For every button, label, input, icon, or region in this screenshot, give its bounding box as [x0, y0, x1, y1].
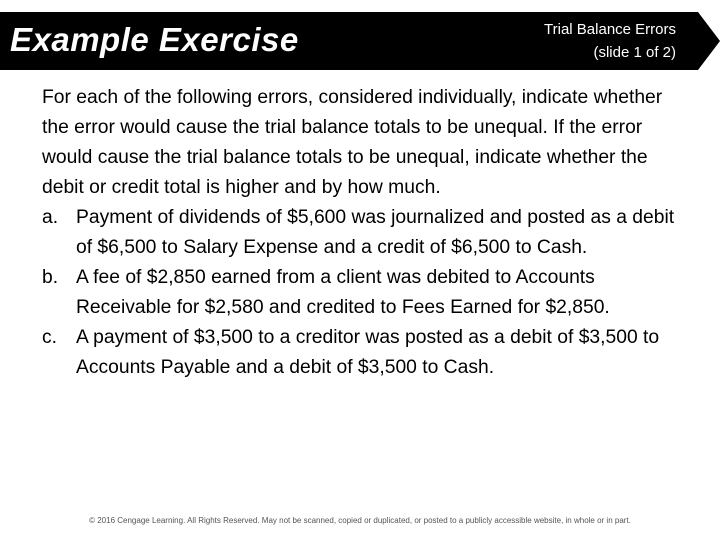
error-list [42, 203, 692, 383]
error-item-c [42, 323, 692, 383]
subtitle-topic: Trial Balance Errors [544, 21, 676, 38]
exercise-instructions: For each of the following errors, considered individually, indicate whether the error would cause the trial balance totals to be unequal. If the error would cause the trial balance totals to be unequal, indicate whether the debit or credit total is higher and by how much. [42, 87, 663, 198]
error-item-marker: a. [42, 207, 59, 228]
error-item-marker: b. [42, 267, 59, 288]
error-item-a [42, 203, 692, 263]
copyright-footer: © 2016 Cengage Learning. All Rights Reserved. May not be scanned, copied or duplicated, or posted to a publicly accessible website, in whole or in part. [89, 516, 631, 525]
error-item-text: Payment of dividends of $5,600 was journalized and posted as a debit of $6,500 to Salary Expense and a credit of $6,500 to Cash. [76, 207, 675, 258]
error-item-text: A payment of $3,500 to a creditor was posted as a debit of $3,500 to Accounts Payable and a debit of $3,500 to Cash. [76, 327, 660, 378]
error-item-b [42, 263, 692, 323]
header-bar [0, 12, 720, 70]
slide-body [42, 83, 692, 383]
subtitle-slide-count: (slide 1 of 2) [593, 44, 676, 61]
error-item-text: A fee of $2,850 earned from a client was debited to Accounts Receivable for $2,580 and credited to Fees Earned for $2,850. [76, 267, 610, 318]
error-item-marker: c. [42, 327, 57, 348]
slide-title: Example Exercise [10, 21, 299, 58]
slide-subtitle [544, 18, 676, 64]
